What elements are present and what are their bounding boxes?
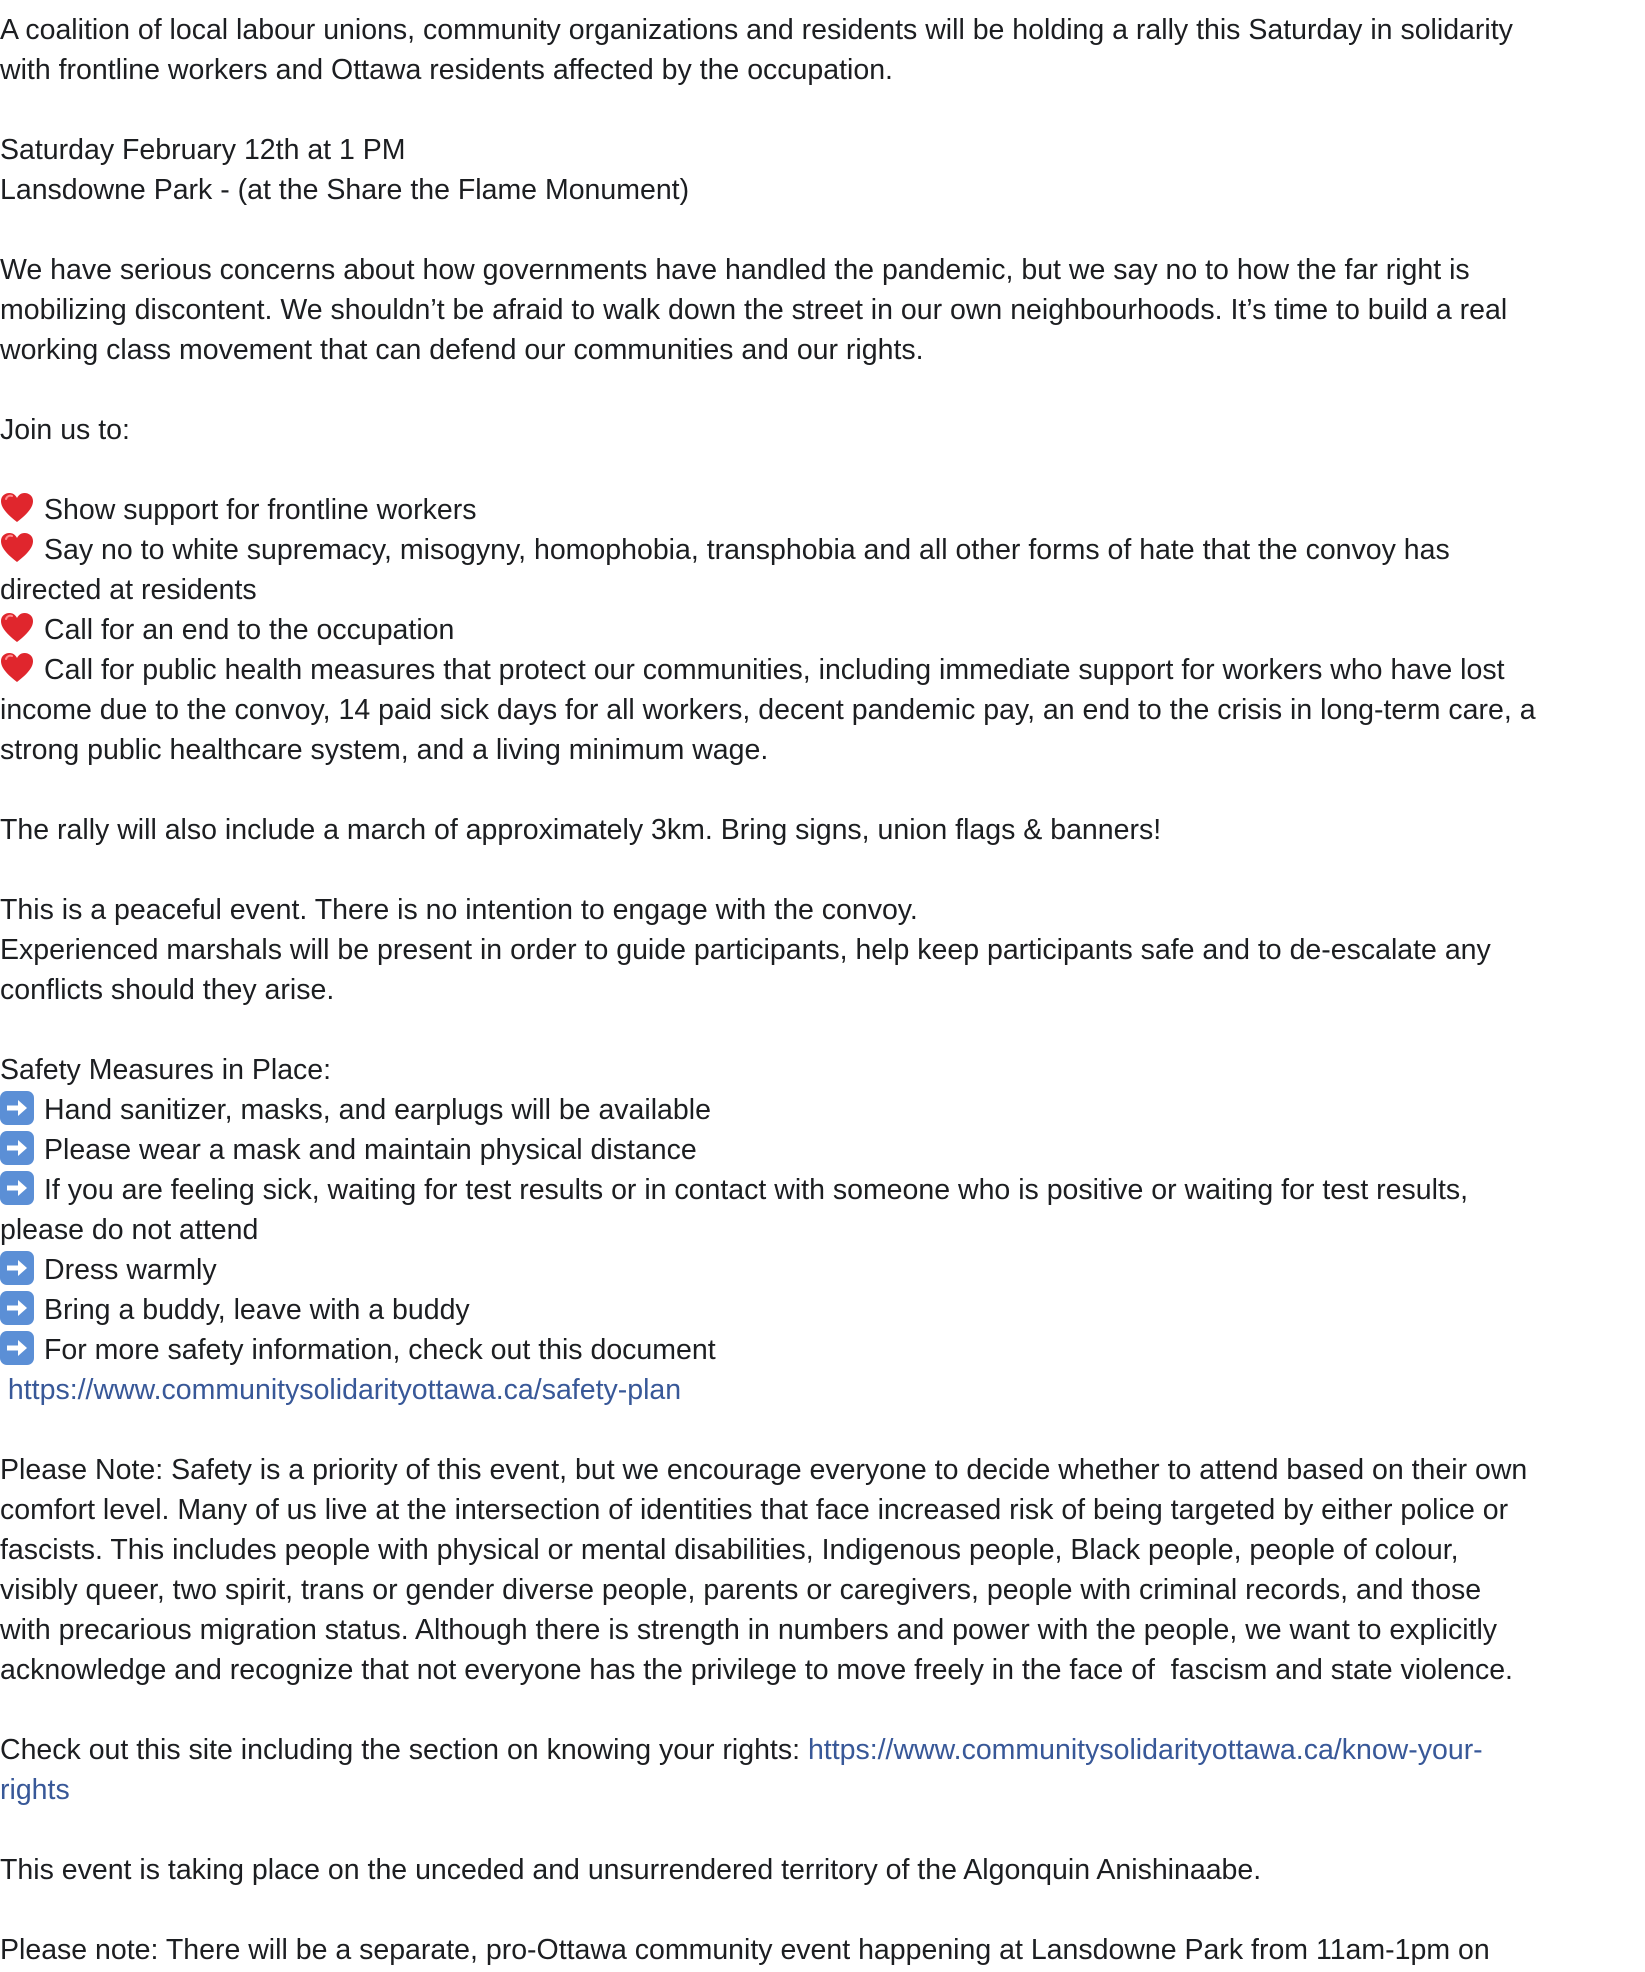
safety-item [0,1090,1645,1130]
note-line: Please Note: Safety is a priority of this event, but we encourage everyone to decide whether to attend based on their own [0,1454,1528,1486]
event-location: Lansdowne Park - (at the Share the Flame Monument) [0,174,690,206]
join-item-text: Say no to white supremacy, misogyny, homophobia, transphobia and all other forms of hate that the convoy has [44,534,1450,566]
safety-item-text: If you are feeling sick, waiting for test results or in contact with someone who is positive or waiting for test results, [44,1174,1469,1206]
territory-acknowledgement: This event is taking place on the unceded and unsurrendered territory of the Algonquin Anishinaabe. [0,1854,1262,1886]
note-line: visibly queer, two spirit, trans or gender diverse people, parents or caregivers, people with criminal records, and those [0,1574,1482,1606]
note-line: fascists. This includes people with physical or mental disabilities, Indigenous people, Black people, people of colour, [0,1534,1459,1566]
spacer [0,1890,1645,1930]
safety-item [0,1250,1645,1290]
note-line: with precarious migration status. Although there is strength in numbers and power with the people, we want to explicitly [0,1614,1498,1646]
right-arrow-icon [0,1291,34,1325]
right-arrow-icon [0,1251,34,1285]
intro-line: A coalition of local labour unions, community organizations and residents will be holding a rally this Saturday in solidarity [0,14,1513,46]
note-line: comfort level. Many of us live at the intersection of identities that face increased risk of being targeted by either police or [0,1494,1509,1526]
concerns-line: mobilizing discontent. We shouldn’t be afraid to walk down the street in our own neighbourhoods. It’s time to build a real [0,294,1508,326]
red-heart-icon [0,611,34,645]
join-item-continuation: strong public healthcare system, and a living minimum wage. [0,734,769,766]
red-heart-icon [0,491,34,525]
safety-item-text: Bring a buddy, leave with a buddy [44,1294,470,1326]
join-item-continuation: directed at residents [0,574,257,606]
join-item [0,530,1645,570]
spacer [0,450,1645,490]
event-date-time: Saturday February 12th at 1 PM [0,134,406,166]
safety-item [0,1290,1645,1330]
join-heading: Join us to: [0,414,130,446]
spacer [0,770,1645,810]
spacer [0,1010,1645,1050]
spacer [0,1410,1645,1450]
concerns-line: We have serious concerns about how governments have handled the pandemic, but we say no to how the far right is [0,254,1470,286]
safety-plan-link[interactable]: https://www.communitysolidarityottawa.ca/safety-plan [0,1374,682,1406]
join-item-text: Show support for frontline workers [44,494,477,526]
right-arrow-icon [0,1331,34,1365]
rights-line [0,1730,1645,1770]
spacer [0,370,1645,410]
intro-line: with frontline workers and Ottawa residents affected by the occupation. [0,54,893,86]
safety-plan-link-line [0,1370,1645,1410]
join-item-continuation: income due to the convoy, 14 paid sick days for all workers, decent pandemic pay, an end to the crisis in long-term care, a [0,694,1536,726]
join-item [0,650,1645,690]
rights-text: Check out this site including the section on knowing your rights: [0,1734,808,1766]
safety-item-continuation: please do not attend [0,1214,259,1246]
spacer [0,90,1645,130]
spacer [0,210,1645,250]
know-your-rights-link-continuation[interactable]: rights [0,1774,70,1806]
safety-item [0,1170,1645,1210]
peaceful-line: This is a peaceful event. There is no intention to engage with the convoy. [0,894,918,926]
join-item [0,490,1645,530]
spacer [0,850,1645,890]
right-arrow-icon [0,1171,34,1205]
safety-item-text: Please wear a mask and maintain physical distance [44,1134,697,1166]
march-info: The rally will also include a march of approximately 3km. Bring signs, union flags & banners! [0,814,1162,846]
safety-item [0,1330,1645,1370]
safety-item-text: Dress warmly [44,1254,217,1286]
concerns-line: working class movement that can defend our communities and our rights. [0,334,924,366]
spacer [0,1690,1645,1730]
right-arrow-icon [0,1091,34,1125]
peaceful-line: conflicts should they arise. [0,974,335,1006]
safety-heading: Safety Measures in Place: [0,1054,332,1086]
know-your-rights-link[interactable]: https://www.communitysolidarityottawa.ca/know-your- [807,1734,1483,1766]
red-heart-icon [0,531,34,565]
note-line: acknowledge and recognize that not everyone has the privilege to move freely in the face of fascism and state violence. [0,1654,1513,1686]
rights-line-continuation [0,1770,1645,1810]
safety-item [0,1130,1645,1170]
right-arrow-icon [0,1131,34,1165]
join-item [0,610,1645,650]
spacer [0,1810,1645,1850]
join-item-text: Call for an end to the occupation [44,614,455,646]
safety-item-text: For more safety information, check out this document [44,1334,716,1366]
red-heart-icon [0,651,34,685]
peaceful-line: Experienced marshals will be present in order to guide participants, help keep participants safe and to de-escalate any [0,934,1491,966]
final-note: Please note: There will be a separate, pro-Ottawa community event happening at Lansdowne Park from 11am-1pm on [0,1934,1490,1966]
join-item-text: Call for public health measures that protect our communities, including immediate support for workers who have lost [44,654,1505,686]
post-body [0,10,1645,1970]
safety-item-text: Hand sanitizer, masks, and earplugs will be available [44,1094,711,1126]
